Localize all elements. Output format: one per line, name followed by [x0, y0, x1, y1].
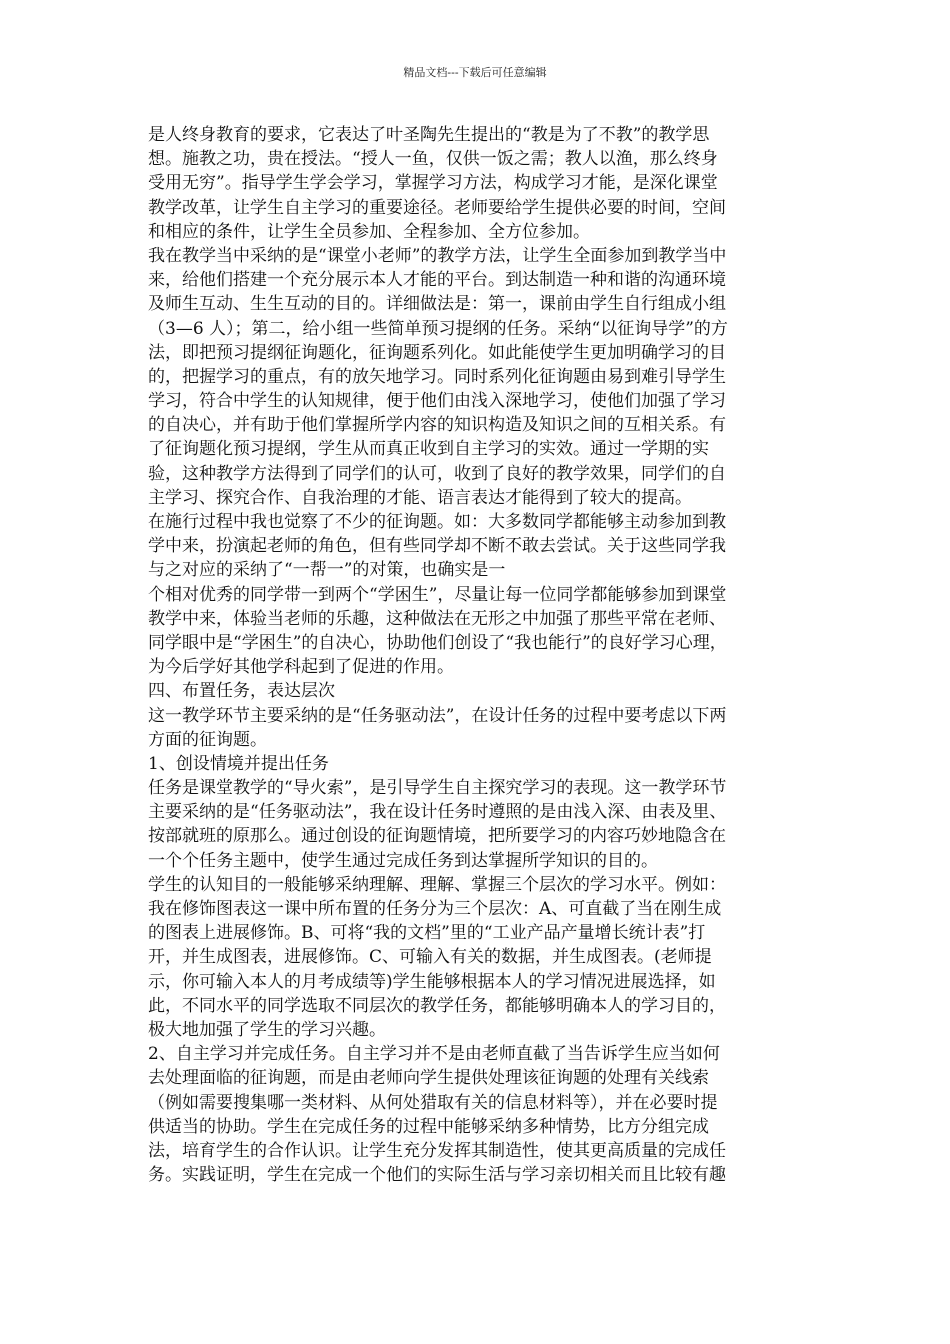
text-line: 务。实践证明，学生在完成一个他们的实际生活与学习亲切相关而且比较有趣	[148, 1165, 726, 1186]
text-line: 来，给他们搭建一个充分展示本人才能的平台。到达制造一种和谐的沟通环境	[148, 270, 726, 291]
section-heading: 四、布置任务，表达层次	[148, 681, 335, 702]
text-line: 及师生互动、生生互动的目的。详细做法是：第一，课前由学生自行组成小组	[148, 294, 726, 315]
text-line: 供适当的协助。学生在完成任务的过程中能够采纳多种情势，比方分组完成	[148, 1116, 709, 1137]
text-line: 教学中来，体验当老师的乐趣，这种做法在无形之中加强了那些平常在老师、	[148, 608, 726, 629]
text-line: 为今后学好其他学科起到了促进的作用。	[148, 657, 454, 678]
text-line: 2、自主学习并完成任务。自主学习并不是由老师直截了当告诉学生应当如何	[148, 1044, 720, 1065]
text-line: 学生的认知目的一般能够采纳理解、理解、掌握三个层次的学习水平。例如：	[148, 874, 726, 895]
text-line: 按部就班的原那么。通过创设的征询题情境，把所要学习的内容巧妙地隐含在	[148, 826, 726, 847]
text-line: 去处理面临的征询题，而是由老师向学生提供处理该征询题的处理有关线索	[148, 1068, 709, 1089]
text-line: 了征询题化预习提纲，学生从而真正收到自主学习的实效。通过一学期的实	[148, 439, 709, 460]
text-line: 学中来，扮演起老师的角色，但有些同学却不断不敢去尝试。关于这些同学我	[148, 536, 726, 557]
text-line: 主学习、探究合作、自我治理的才能、语言表达才能得到了较大的提高。	[148, 487, 692, 508]
text-line: 个相对优秀的同学带一到两个“学困生”，尽量让每一位同学都能够参加到课堂	[148, 584, 727, 605]
text-line: 主要采纳的是“任务驱动法”，我在设计任务时遵照的是由浅入深、由表及里、	[148, 802, 727, 823]
text-line: 我在修饰图表这一课中所布置的任务分为三个层次：A、可直截了当在刚生成	[148, 899, 722, 919]
text-line: 我在教学当中采纳的是“课堂小老师”的教学方法，让学生全面参加到教学当中	[148, 245, 727, 266]
text-line: 法，即把预习提纲征询题化，征询题系列化。如此能使学生更加明确学习的目	[148, 342, 726, 363]
text-line: 开，并生成图表，进展修饰。C、可输入有关的数据，并生成图表。(老师提	[148, 947, 712, 968]
text-line: 一个个任务主题中，使学生通过完成任务到达掌握所学知识的目的。	[148, 850, 658, 871]
text-line: 学习，符合中学生的认知规律，便于他们由浅入深地学习，使他们加强了学习	[148, 391, 726, 412]
text-line: 法，培育学生的合作认识。让学生充分发挥其制造性，使其更高质量的完成任	[148, 1140, 726, 1161]
subsection-heading: 1、创设情境并提出任务	[148, 753, 329, 774]
text-line: 此，不同水平的同学选取不同层次的教学任务，都能够明确本人的学习目的，	[148, 995, 726, 1016]
text-line: 想。施教之功，贵在授法。“授人一鱼，仅供一饭之需；教人以渔，那么终身	[148, 149, 718, 170]
text-line: 的，把握学习的重点，有的放矢地学习。同时系列化征询题由易到难引导学生	[148, 366, 726, 387]
text-line: 与之对应的采纳了“一帮一”的对策，也确实是一	[148, 560, 506, 581]
text-line: 在施行过程中我也觉察了不少的征询题。如：大多数同学都能够主动参加到教	[148, 512, 726, 532]
text-line: 和相应的条件，让学生全员参加、全程参加、全方位参加。	[148, 221, 590, 242]
text-line: 极大地加强了学生的学习兴趣。	[148, 1019, 386, 1040]
text-line: （例如需要搜集哪一类材料、从何处猎取有关的信息材料等），并在必要时提	[148, 1092, 718, 1113]
text-line: （3—6 人）；第二，给小组一些简单预习提纲的任务。采纳“以征询导学”的方	[148, 318, 728, 339]
text-line: 这一教学环节主要采纳的是“任务驱动法”，在设计任务的过程中要考虑以下两	[148, 705, 727, 726]
text-line: 是人终身教育的要求，它表达了叶圣陶先生提出的“教是为了不教”的教学思	[148, 125, 710, 145]
page-header: 精品文档---下载后可任意编辑	[403, 66, 547, 79]
text-line: 验，这种教学方法得到了同学们的认可，收到了良好的教学效果，同学们的自	[148, 463, 726, 484]
text-line: 同学眼中是“学困生”的自决心，协助他们创设了“我也能行”的良好学习心理，	[148, 632, 727, 653]
text-line: 方面的征询题。	[148, 729, 267, 750]
text-line: 的图表上进展修饰。B、可将“我的文档”里的“工业产品产量增长统计表”打	[148, 923, 706, 944]
document-body	[148, 123, 802, 1187]
text-line: 的自决心，并有助于他们掌握所学内容的知识构造及知识之间的互相关系。有	[148, 415, 726, 436]
text-line: 受用无穷”。指导学生学会学习，掌握学习方法，构成学习才能，是深化课堂	[148, 173, 718, 194]
text-line: 教学改革，让学生自主学习的重要途径。老师要给学生提供必要的时间，空间	[148, 197, 726, 218]
text-line: 示，你可输入本人的月考成绩等)学生能够根据本人的学习情况进展选择，如	[148, 971, 716, 992]
text-line: 任务是课堂教学的“导火索”，是引导学生自主探究学习的表现。这一教学环节	[148, 778, 727, 799]
